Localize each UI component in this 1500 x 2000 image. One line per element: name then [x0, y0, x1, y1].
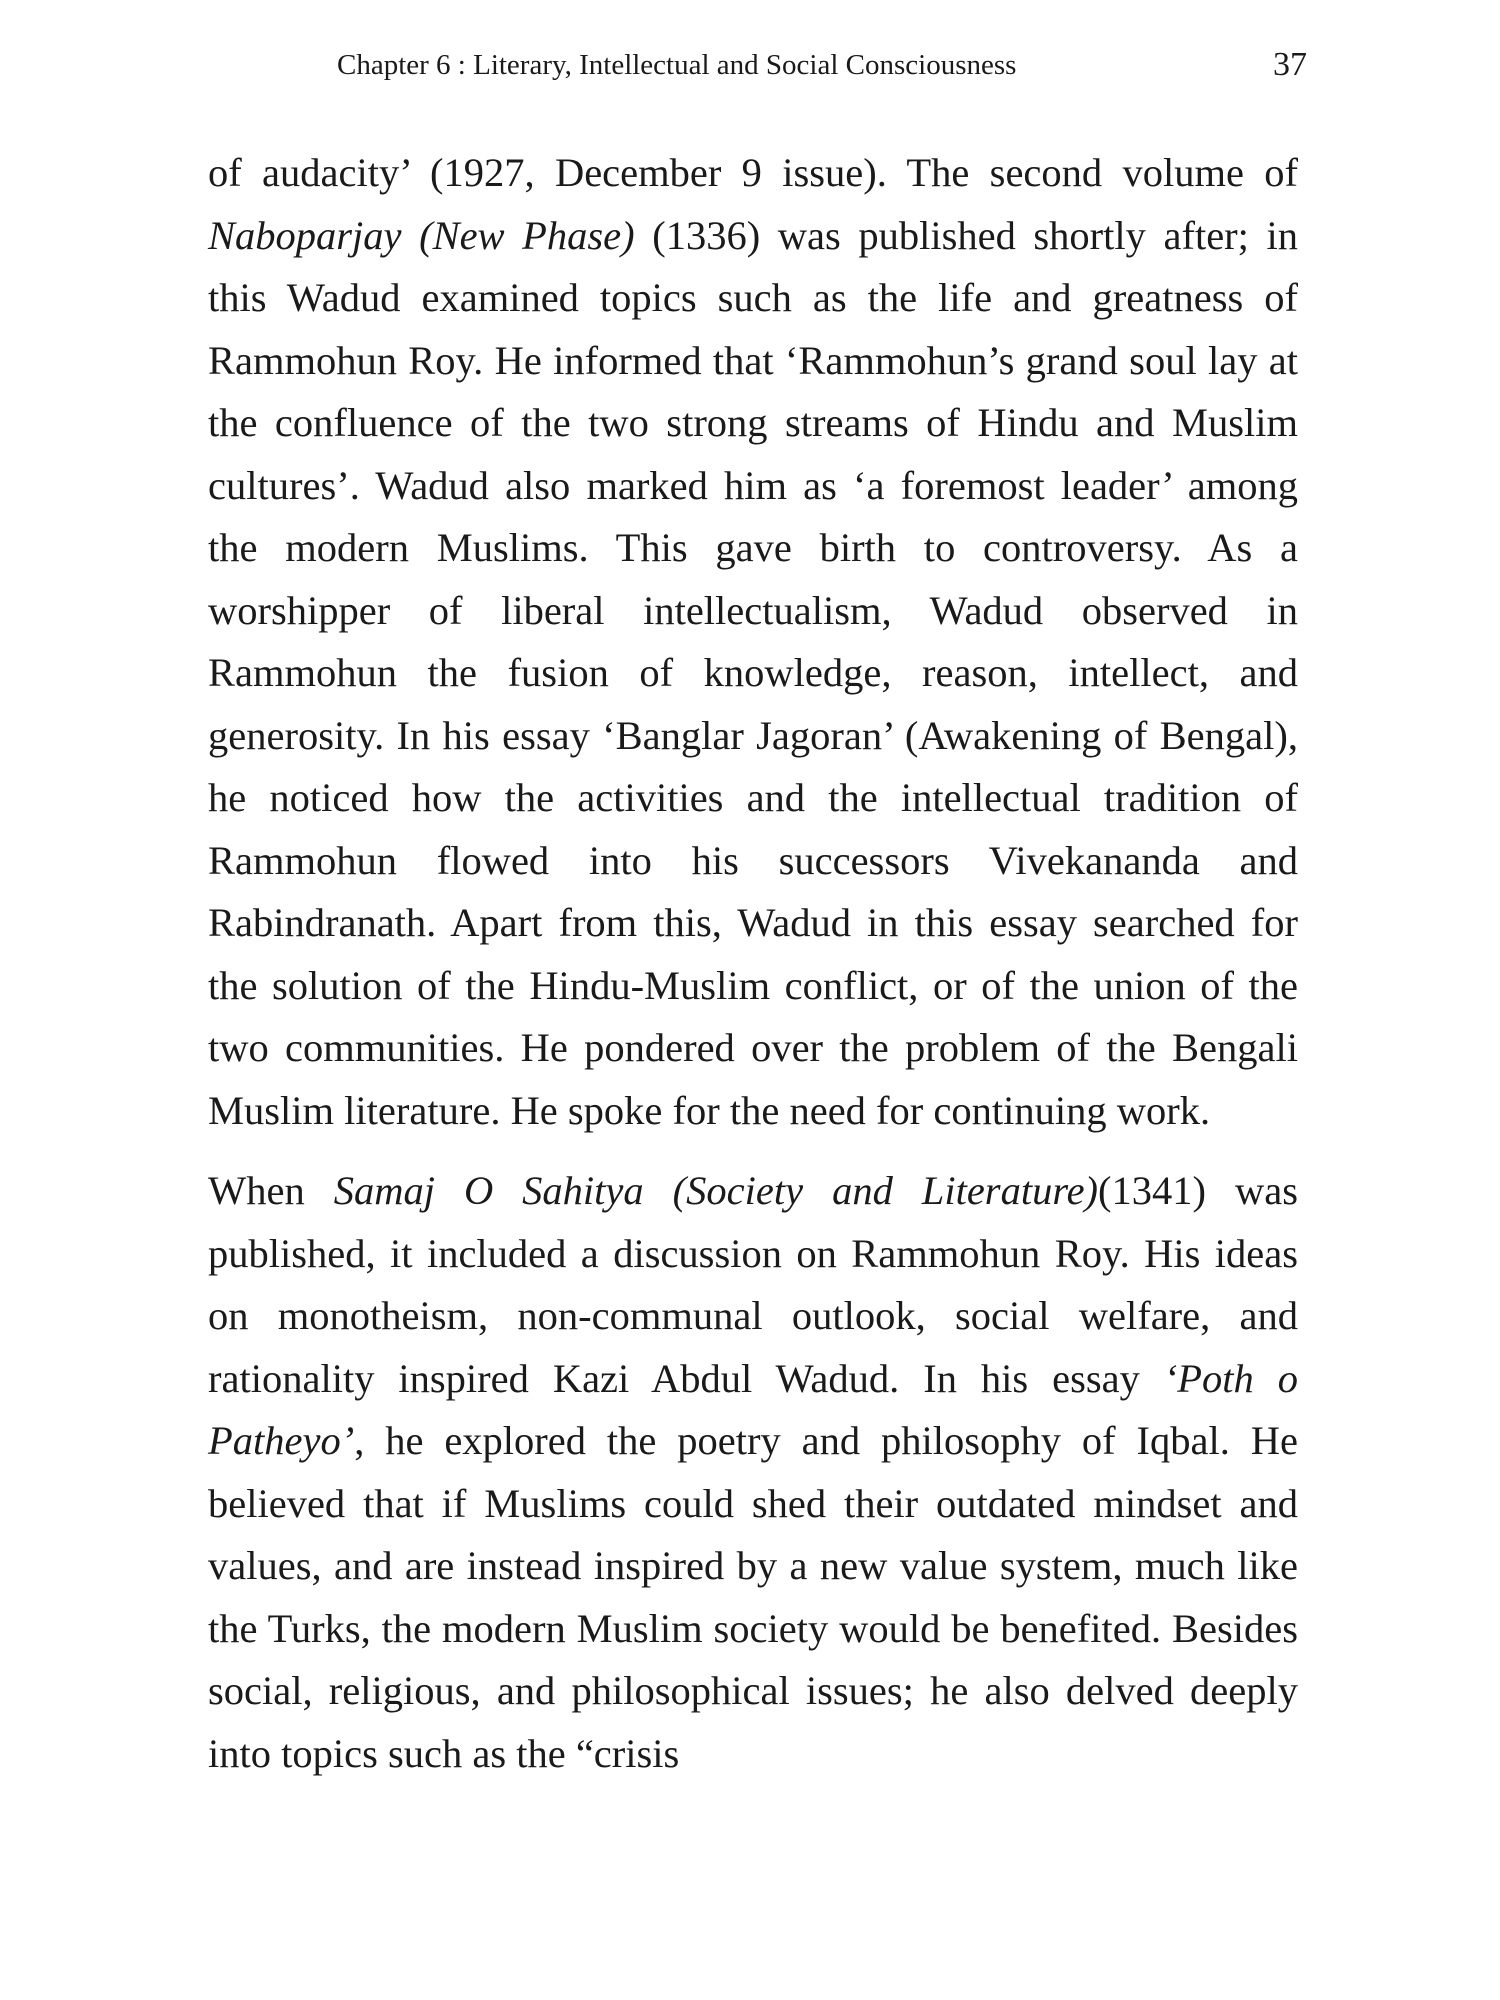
- chapter-title: Chapter 6 : Literary, Intellectual and Social Consciousness: [337, 49, 1017, 81]
- paragraph-2-segment: , he explored the poetry and philosophy of Iqbal. He believed that if Muslims could shed their outdated mindset and values, and are instead inspired by a new value system, much like the Turks, the modern Muslim society would be benefited. Besides social, religious, and philosophical issues; he also delved deeply into topics such as the “crisis: [208, 1418, 1298, 1776]
- book-title-samaj-o-sahitya: Samaj O Sahitya (Society and Literature): [333, 1168, 1099, 1213]
- page-number: 37: [1273, 46, 1307, 83]
- paragraph-2-segment: When: [208, 1168, 334, 1213]
- paragraph-1: [208, 142, 1298, 1142]
- paragraph-1-segment: of audacity’ (1927, December 9 issue). The second volume of: [208, 150, 1298, 195]
- essay-title-poth-o-patheyo: ‘Poth o Patheyo’: [208, 1355, 1298, 1463]
- book-title-naboparjay: Naboparjay (New Phase): [208, 212, 635, 258]
- body-text: [208, 142, 1298, 1785]
- paragraph-2-segment: (1341) was published, it included a discussion on Rammohun Roy. His ideas on monotheism, non-communal outlook, social welfare, and rationality inspired Kazi Abdul Wadud. In his essay: [208, 1168, 1298, 1401]
- paragraph-2: [208, 1160, 1298, 1785]
- running-head: [337, 40, 1307, 90]
- paragraph-1-segment: (1336) was published shortly after; in this Wadud examined topics such as the life and greatness of Rammohun Roy. He informed that ‘Rammohun’s grand soul lay at the confluence of the two strong streams of Hindu and Muslim cultures’. Wadud also marked him as ‘a foremost leader’ among the modern Muslims. This gave birth to controversy. As a worshipper of liberal intellectualism, Wadud observed in Rammohun the fusion of knowledge, reason, intellect, and generosity. In his essay ‘Banglar Jagoran’ (Awakening of Bengal), he noticed how the activities and the intellectual tradition of Rammohun flowed into his successors Vivekananda and Rabindranath. Apart from this, Wadud in this essay searched for the solution of the Hindu-Muslim conflict, or of the union of the two communities. He pondered over the problem of the Bengali Muslim literature. He spoke for the need for continuing work.: [208, 212, 1298, 1133]
